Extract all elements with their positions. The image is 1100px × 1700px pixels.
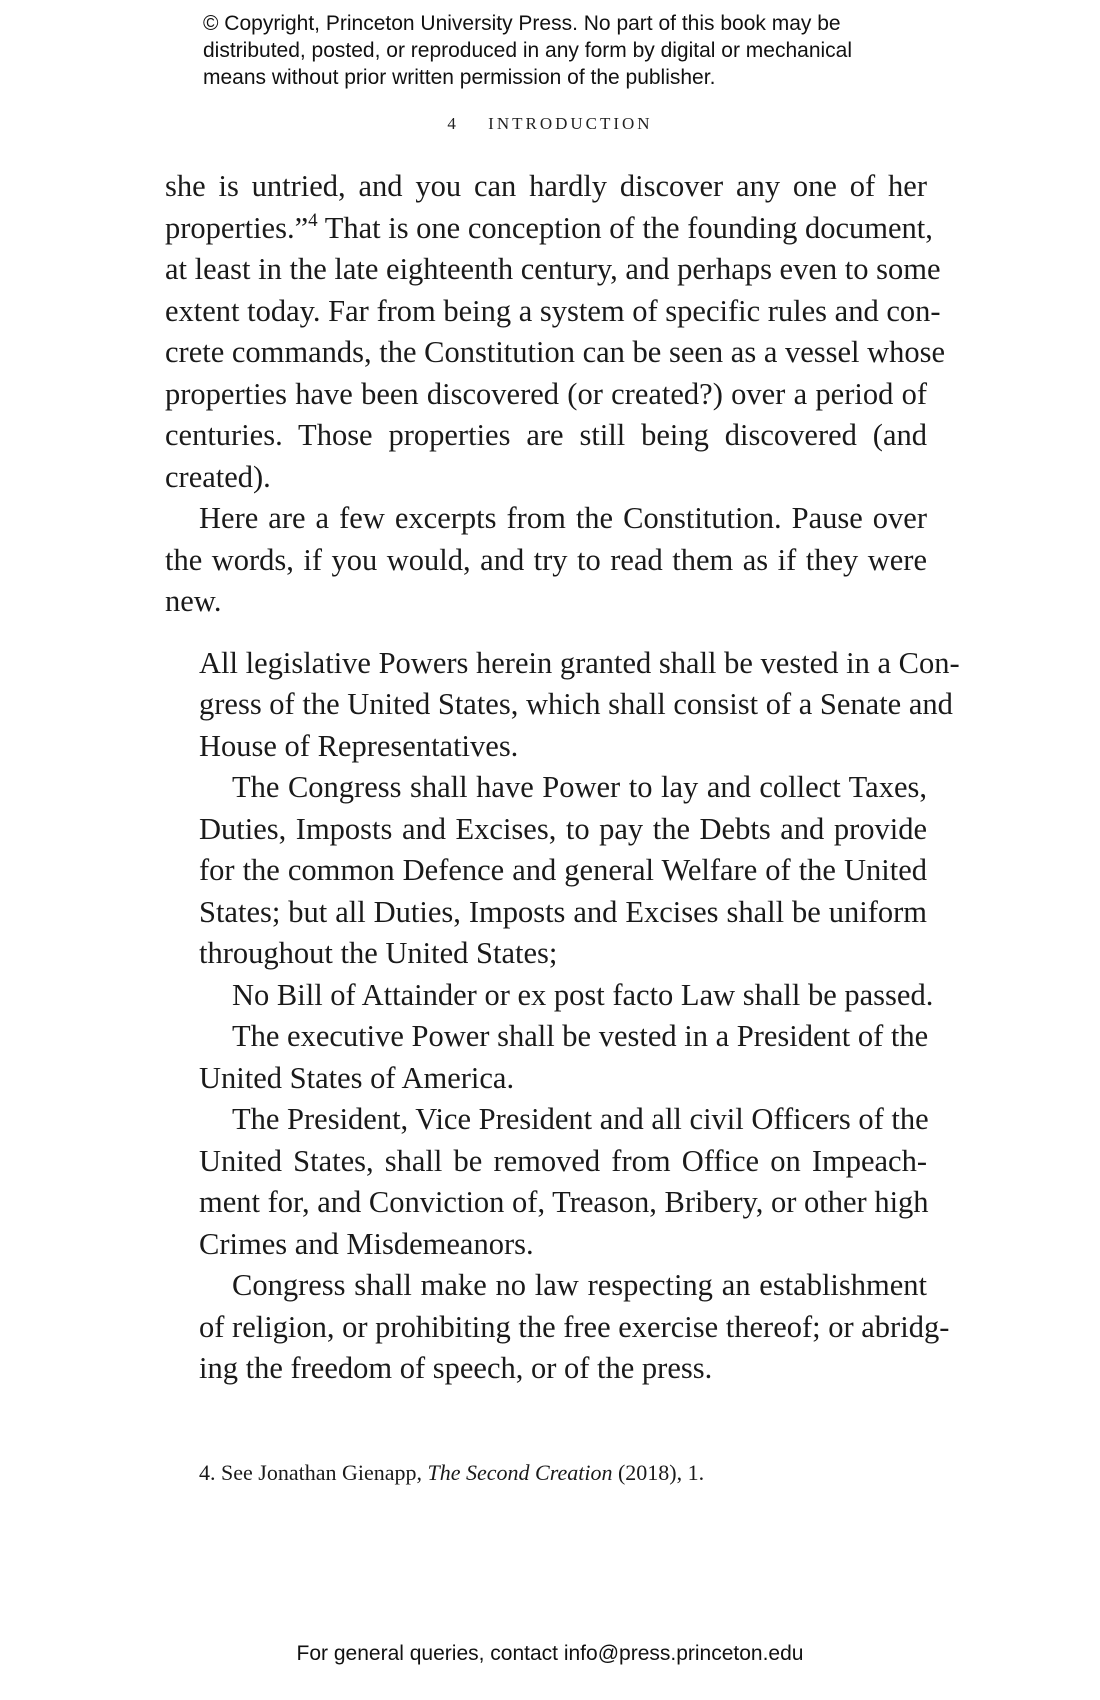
text-line: ing the freedom of speech, or of the press. xyxy=(199,1351,713,1385)
paragraph xyxy=(165,498,927,623)
text-line: Congress shall make no law respecting an establishment xyxy=(232,1268,927,1302)
constitution-excerpts xyxy=(199,643,960,1390)
text-line: United States of America. xyxy=(199,1060,515,1095)
text-line: the words, if you would, and try to read them as if they were xyxy=(165,542,927,577)
excerpt xyxy=(199,1016,927,1099)
text-line: Crimes and Misdemeanors. xyxy=(199,1226,534,1261)
page-number: 4 xyxy=(447,114,459,133)
excerpt xyxy=(199,643,960,768)
text-line: The President, Vice President and all civil Officers of the xyxy=(232,1102,929,1136)
copyright-line: means without prior written permission of the publisher. xyxy=(203,66,716,89)
copyright-notice xyxy=(203,10,923,91)
text-fragment: That is one conception of the founding document, xyxy=(317,210,933,245)
excerpt xyxy=(199,1099,927,1265)
text-line: of religion, or prohibiting the free exercise thereof; or abridg- xyxy=(199,1309,950,1344)
text-line: Here are a few excerpts from the Constitution. Pause over xyxy=(199,501,927,535)
text-line: she is untried, and you can hardly discover any one of her xyxy=(165,169,927,203)
excerpt xyxy=(199,767,927,975)
text-line: throughout the United States; xyxy=(199,936,558,970)
text-line: ment for, and Conviction of, Treason, Bribery, or other high xyxy=(199,1185,929,1219)
text-line: at least in the late eighteenth century, and perhaps even to some xyxy=(165,252,941,286)
text-fragment: properties.” xyxy=(165,210,309,245)
text-line: for the common Defence and general Welfare of the United xyxy=(199,853,927,887)
main-text xyxy=(165,166,960,1390)
copyright-line: distributed, posted, or reproduced in any form by digital or mechanical xyxy=(203,39,853,62)
footnote-text: 4. See Jonathan Gienapp, xyxy=(199,1460,428,1485)
text-line: All legislative Powers herein granted shall be vested in a Con- xyxy=(199,645,960,680)
text-line: centuries. Those properties are still being discovered (and xyxy=(165,418,927,452)
text-line: crete commands, the Constitution can be seen as a vessel whose xyxy=(165,335,946,369)
text-line: House of Representatives. xyxy=(199,728,519,763)
section-title: INTRODUCTION xyxy=(488,114,653,133)
contact-line: For general queries, contact info@press.princeton.edu xyxy=(296,1642,804,1665)
footnote-text: (2018), 1. xyxy=(612,1460,705,1485)
text-line: created). xyxy=(165,459,271,494)
text-line xyxy=(165,208,933,250)
footnote-reference[interactable]: 4 xyxy=(308,209,318,231)
text-line: gress of the United States, which shall consist of a Senate and xyxy=(199,687,953,721)
footnote-book-title: The Second Creation xyxy=(427,1460,613,1485)
paragraph xyxy=(165,166,946,498)
excerpt xyxy=(199,975,934,1017)
footnote xyxy=(199,1460,704,1486)
text-line: new. xyxy=(165,584,222,618)
text-line: extent today. Far from being a system of specific rules and con- xyxy=(165,293,941,328)
text-line: United States, shall be removed from Office on Impeach- xyxy=(199,1143,927,1178)
text-line: The executive Power shall be vested in a President of the xyxy=(232,1019,929,1053)
running-head xyxy=(0,114,1100,134)
text-line: properties have been discovered (or created?) over a period of xyxy=(165,376,927,411)
text-line: States; but all Duties, Imposts and Excises shall be uniform xyxy=(199,894,927,929)
text-line: No Bill of Attainder or ex post facto Law shall be passed. xyxy=(232,977,934,1012)
text-line: The Congress shall have Power to lay and collect Taxes, xyxy=(232,770,927,804)
copyright-line: © Copyright, Princeton University Press. No part of this book may be xyxy=(203,12,841,35)
text-line: Duties, Imposts and Excises, to pay the Debts and provide xyxy=(199,811,927,846)
excerpt xyxy=(199,1265,950,1390)
